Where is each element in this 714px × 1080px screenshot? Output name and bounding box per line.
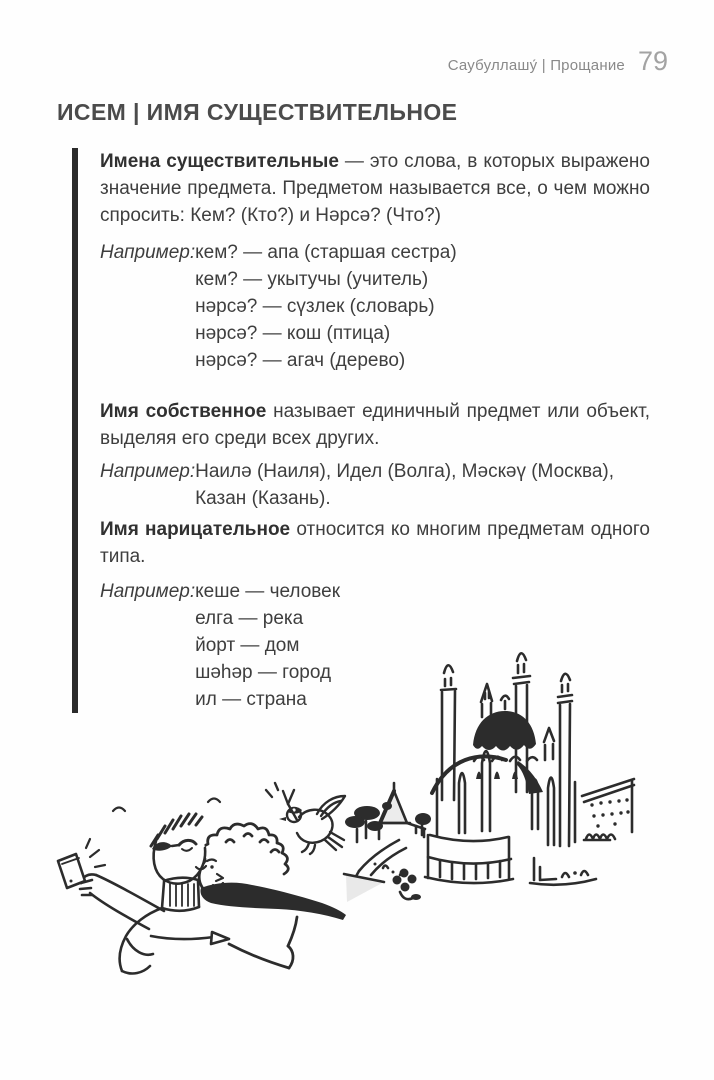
examples-proper-nouns	[100, 458, 650, 512]
example-item: кем? — апа (старшая сестра)	[195, 242, 457, 263]
woman-drawing	[199, 824, 346, 968]
dark-scarf-arm	[200, 883, 346, 920]
definition-paragraph	[100, 148, 650, 229]
page-number: 79	[637, 46, 668, 76]
example-items	[195, 458, 650, 512]
wall-base-marks	[530, 858, 596, 885]
running-head	[448, 46, 668, 77]
man-body	[120, 908, 229, 973]
definition-paragraph	[100, 398, 650, 452]
phone-icon	[58, 839, 105, 888]
example-item: йорт — дом	[195, 635, 300, 656]
kremlin-watchtower	[377, 783, 425, 839]
definition-text: относится ко многим предметам одного типа.	[100, 519, 651, 567]
example-item: нәрсә? — сүзлек (словарь)	[195, 296, 435, 317]
example-item: Казан (Казань).	[195, 488, 331, 509]
minaret-icon	[441, 665, 456, 800]
example-label: Например:	[100, 581, 196, 602]
example-item: шәһәр — город	[195, 662, 332, 683]
example-items	[195, 239, 650, 374]
term-common-noun: Имя нарицательное	[100, 519, 291, 540]
example-item: кем? — укытучы (учитель)	[195, 269, 429, 290]
running-title: Саубуллашу́ | Прощание	[447, 57, 625, 74]
example-item: нәрсә? — кош (птица)	[195, 323, 391, 344]
definition-text: — это слова, в которых выражено значение предмета. Предметом называется все, о чем можно спросить: Кем? (Кто?) и Нәрсә? (Что?)	[100, 151, 650, 226]
selfie-arm	[80, 874, 164, 929]
example-item: елга — река	[195, 608, 304, 629]
term-nouns: Имена существительные	[100, 151, 339, 172]
example-item: Наилә (Наиля), Идел (Волга), Мәскәү (Москва),	[195, 461, 615, 482]
section-nouns-definition	[100, 148, 650, 374]
distant-birds-icon	[113, 799, 220, 812]
example-label: Например:	[100, 461, 196, 482]
flower-icon	[393, 869, 422, 901]
definition-text: называет единичный предмет или объект, выделяя его среди всех других.	[100, 401, 650, 449]
term-proper-noun: Имя собственное	[100, 401, 267, 422]
minaret-icon	[558, 674, 572, 846]
example-item: ил — страна	[195, 689, 307, 710]
section-proper-nouns	[100, 398, 650, 512]
definition-paragraph	[100, 516, 650, 570]
mosque-terrace	[425, 835, 513, 883]
chapter-title: ИСЕМ | ИМЯ СУЩЕСТВИТЕЛЬНОЕ	[57, 99, 458, 125]
example-label: Например:	[100, 242, 196, 263]
example-item: нәрсә? — агач (дерево)	[195, 350, 406, 371]
example-item: кеше — человек	[195, 581, 341, 602]
ink-sketch-illustration	[0, 620, 714, 1060]
examples-nouns	[100, 239, 650, 374]
kul-sharif-mosque-drawing	[344, 653, 634, 902]
palace-building	[582, 779, 634, 840]
